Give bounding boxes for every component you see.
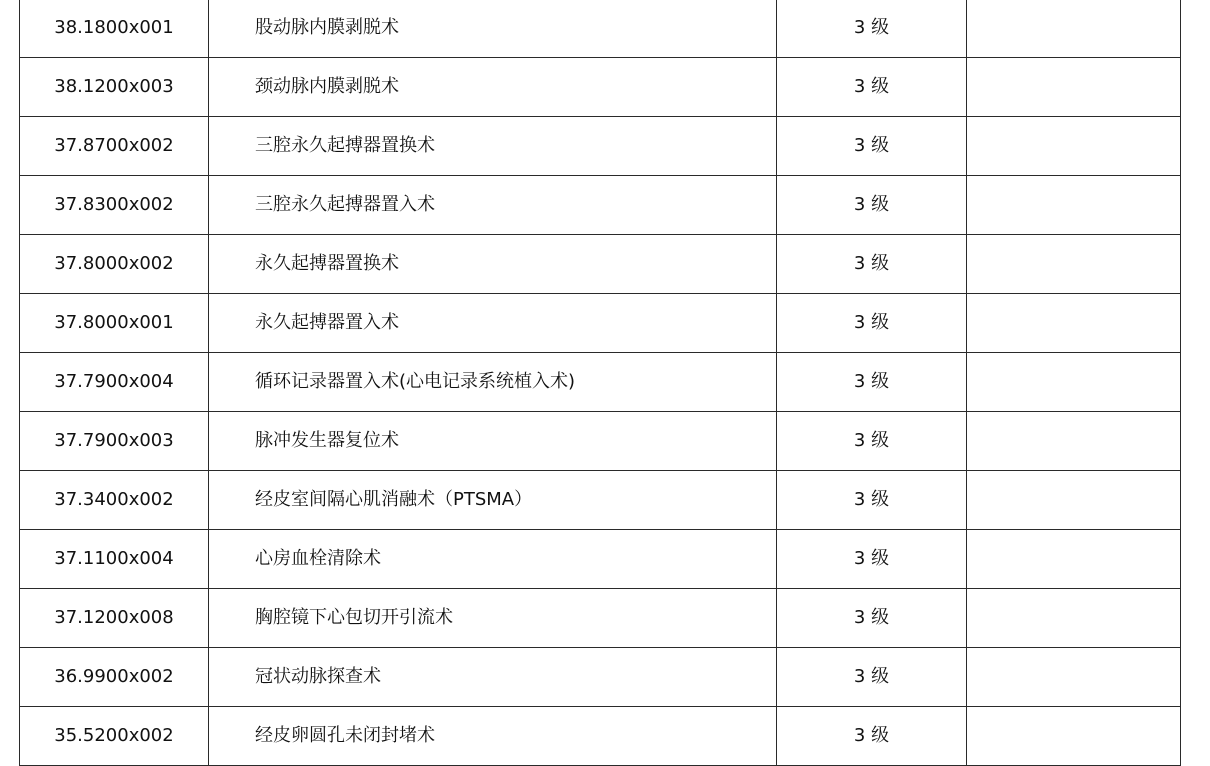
table-row [20,707,1181,766]
table-row [20,471,1181,530]
procedure-name: 心房血栓清除术 [255,548,381,569]
surgery-level: 3 级 [853,430,890,451]
note-cell [967,471,1181,530]
note-cell [967,294,1181,353]
procedure-code-cell [20,589,209,648]
procedure-code: 38.1800x001 [54,17,174,38]
procedure-code: 37.1200x008 [54,607,174,628]
procedure-name-cell [209,294,777,353]
procedure-code-cell [20,235,209,294]
procedure-code-cell [20,707,209,766]
surgery-level: 3 级 [853,17,890,38]
note-cell [967,412,1181,471]
procedure-name: 脉冲发生器复位术 [255,430,399,451]
surgery-level-cell [777,648,967,707]
table-row [20,58,1181,117]
procedure-name-cell [209,353,777,412]
procedure-name: 三腔永久起搏器置入术 [255,194,435,215]
surgery-level-cell [777,589,967,648]
surgery-level: 3 级 [853,725,890,746]
surgery-level-cell [777,471,967,530]
table-row [20,412,1181,471]
surgery-level-cell [777,58,967,117]
surgery-level-cell [777,707,967,766]
procedure-code: 36.9900x002 [54,666,174,687]
surgery-level-cell [777,530,967,589]
procedure-name-cell [209,648,777,707]
note-cell [967,176,1181,235]
procedure-code: 37.8000x002 [54,253,174,274]
procedure-name: 股动脉内膜剥脱术 [255,17,399,38]
procedure-code: 35.5200x002 [54,725,174,746]
surgery-level: 3 级 [853,194,890,215]
table-row [20,176,1181,235]
note-cell [967,0,1181,58]
procedure-code: 38.1200x003 [54,76,174,97]
table-row [20,294,1181,353]
procedure-code: 37.7900x004 [54,371,174,392]
surgery-level: 3 级 [853,607,890,628]
table-row [20,0,1181,58]
procedure-code-cell [20,117,209,176]
surgery-level: 3 级 [853,489,890,510]
surgery-level: 3 级 [853,76,890,97]
table-row [20,648,1181,707]
procedure-code-cell [20,176,209,235]
procedure-code: 37.8700x002 [54,135,174,156]
procedure-name-cell [209,589,777,648]
surgery-grade-table [19,0,1181,766]
surgery-level-cell [777,235,967,294]
note-cell [967,353,1181,412]
procedure-name-cell [209,530,777,589]
procedure-name: 永久起搏器置换术 [255,253,399,274]
procedure-code: 37.7900x003 [54,430,174,451]
surgery-level: 3 级 [853,548,890,569]
procedure-name-cell [209,117,777,176]
procedure-name: 颈动脉内膜剥脱术 [255,76,399,97]
procedure-name: 三腔永久起搏器置换术 [255,135,435,156]
note-cell [967,58,1181,117]
table-row [20,589,1181,648]
surgery-level: 3 级 [853,253,890,274]
surgery-level-cell [777,353,967,412]
surgery-level-cell [777,176,967,235]
note-cell [967,117,1181,176]
procedure-code-cell [20,294,209,353]
table-row [20,117,1181,176]
table-row [20,353,1181,412]
procedure-code: 37.8000x001 [54,312,174,333]
procedure-code: 37.8300x002 [54,194,174,215]
procedure-code: 37.3400x002 [54,489,174,510]
note-cell [967,707,1181,766]
surgery-level-cell [777,412,967,471]
procedure-name-cell [209,58,777,117]
procedure-name: 永久起搏器置入术 [255,312,399,333]
table-row [20,235,1181,294]
procedure-code-cell [20,648,209,707]
procedure-name-cell [209,0,777,58]
procedure-name: 循环记录器置入术(心电记录系统植入术) [255,371,576,392]
surgery-level-cell [777,0,967,58]
surgery-level: 3 级 [853,666,890,687]
procedure-code-cell [20,0,209,58]
surgery-level: 3 级 [853,312,890,333]
procedure-code-cell [20,58,209,117]
procedure-name-cell [209,412,777,471]
note-cell [967,235,1181,294]
surgery-level: 3 级 [853,371,890,392]
procedure-name: 经皮室间隔心肌消融术（PTSMA） [255,489,533,510]
surgery-level-cell [777,117,967,176]
procedure-name-cell [209,176,777,235]
procedure-code-cell [20,353,209,412]
procedure-name-cell [209,235,777,294]
procedure-code-cell [20,412,209,471]
procedure-code-cell [20,530,209,589]
note-cell [967,589,1181,648]
note-cell [967,530,1181,589]
procedure-name: 胸腔镜下心包切开引流术 [255,607,453,628]
note-cell [967,648,1181,707]
procedure-name-cell [209,471,777,530]
surgery-level-cell [777,294,967,353]
procedure-name: 冠状动脉探查术 [255,666,381,687]
procedure-code-cell [20,471,209,530]
procedure-name: 经皮卵圆孔未闭封堵术 [255,725,435,746]
surgery-level: 3 级 [853,135,890,156]
procedure-name-cell [209,707,777,766]
table-row [20,530,1181,589]
procedure-code: 37.1100x004 [54,548,174,569]
